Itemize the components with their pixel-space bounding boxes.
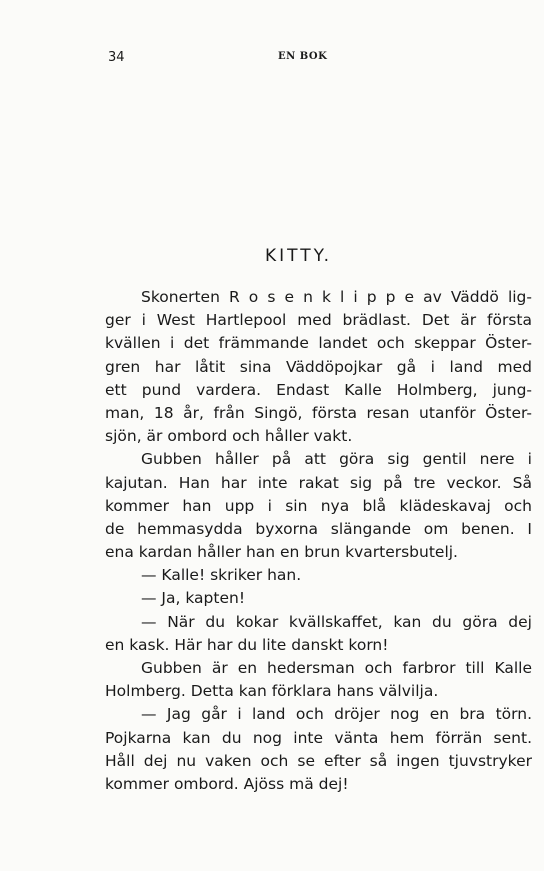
text-line: kajutan. Han har inte rakat sig på tre veckor. Så — [105, 473, 532, 492]
text-line: Gubben är en hedersman och farbror till Kalle — [141, 659, 532, 677]
text-line: man, 18 år, från Singö, första resan utanför Öster- — [105, 403, 532, 422]
text-line: Skonerten R o s e n k l i p p e av Väddö lig- — [141, 288, 532, 306]
text-line: kommer ombord. Ajöss mä dej! — [105, 774, 349, 793]
text-line: Håll dej nu vaken och se efter så ingen tjuvstryker — [105, 751, 532, 770]
text-line: en kask. Här har du lite danskt korn! — [105, 635, 389, 654]
text-line: — Jag går i land och dröjer nog en bra törn. — [141, 705, 532, 724]
text-line: sjön, är ombord och håller vakt. — [105, 427, 353, 446]
text-line: — När du kokar kvällskaffet, kan du göra dej — [141, 612, 532, 631]
text-line: Pojkarna kan du nog inte vänta hem förrän sent. — [105, 728, 532, 747]
text-line: gren har låtit sina Väddöpojkar gå i land med — [105, 357, 532, 376]
running-head — [108, 50, 528, 70]
page-number: 34 — [108, 50, 125, 65]
text-line: ena kardan håller han en brun kvartersbutelj. — [105, 543, 458, 562]
text-line: kvällen i det främmande landet och skeppar Öster- — [105, 334, 532, 353]
text-line: de hemmasydda byxorna slängande om benen. I — [105, 519, 532, 538]
text-line: ett pund vardera. Endast Kalle Holmberg, jung- — [105, 380, 532, 399]
text-line: kommer han upp i sin nya blå klädeskavaj och — [105, 496, 532, 515]
body-text — [105, 286, 532, 796]
text-line: — Ja, kapten! — [141, 589, 246, 608]
chapter-title: KITTY. — [265, 246, 332, 266]
text-line: ger i West Hartlepool med brädlast. Det är första — [105, 311, 532, 330]
text-line: — Kalle! skriker han. — [141, 566, 302, 585]
text-line: Gubben håller på att göra sig gentil nere i — [141, 450, 532, 469]
text-line: Holmberg. Detta kan förklara hans välvilja. — [105, 682, 439, 701]
running-title: EN BOK — [278, 51, 328, 62]
